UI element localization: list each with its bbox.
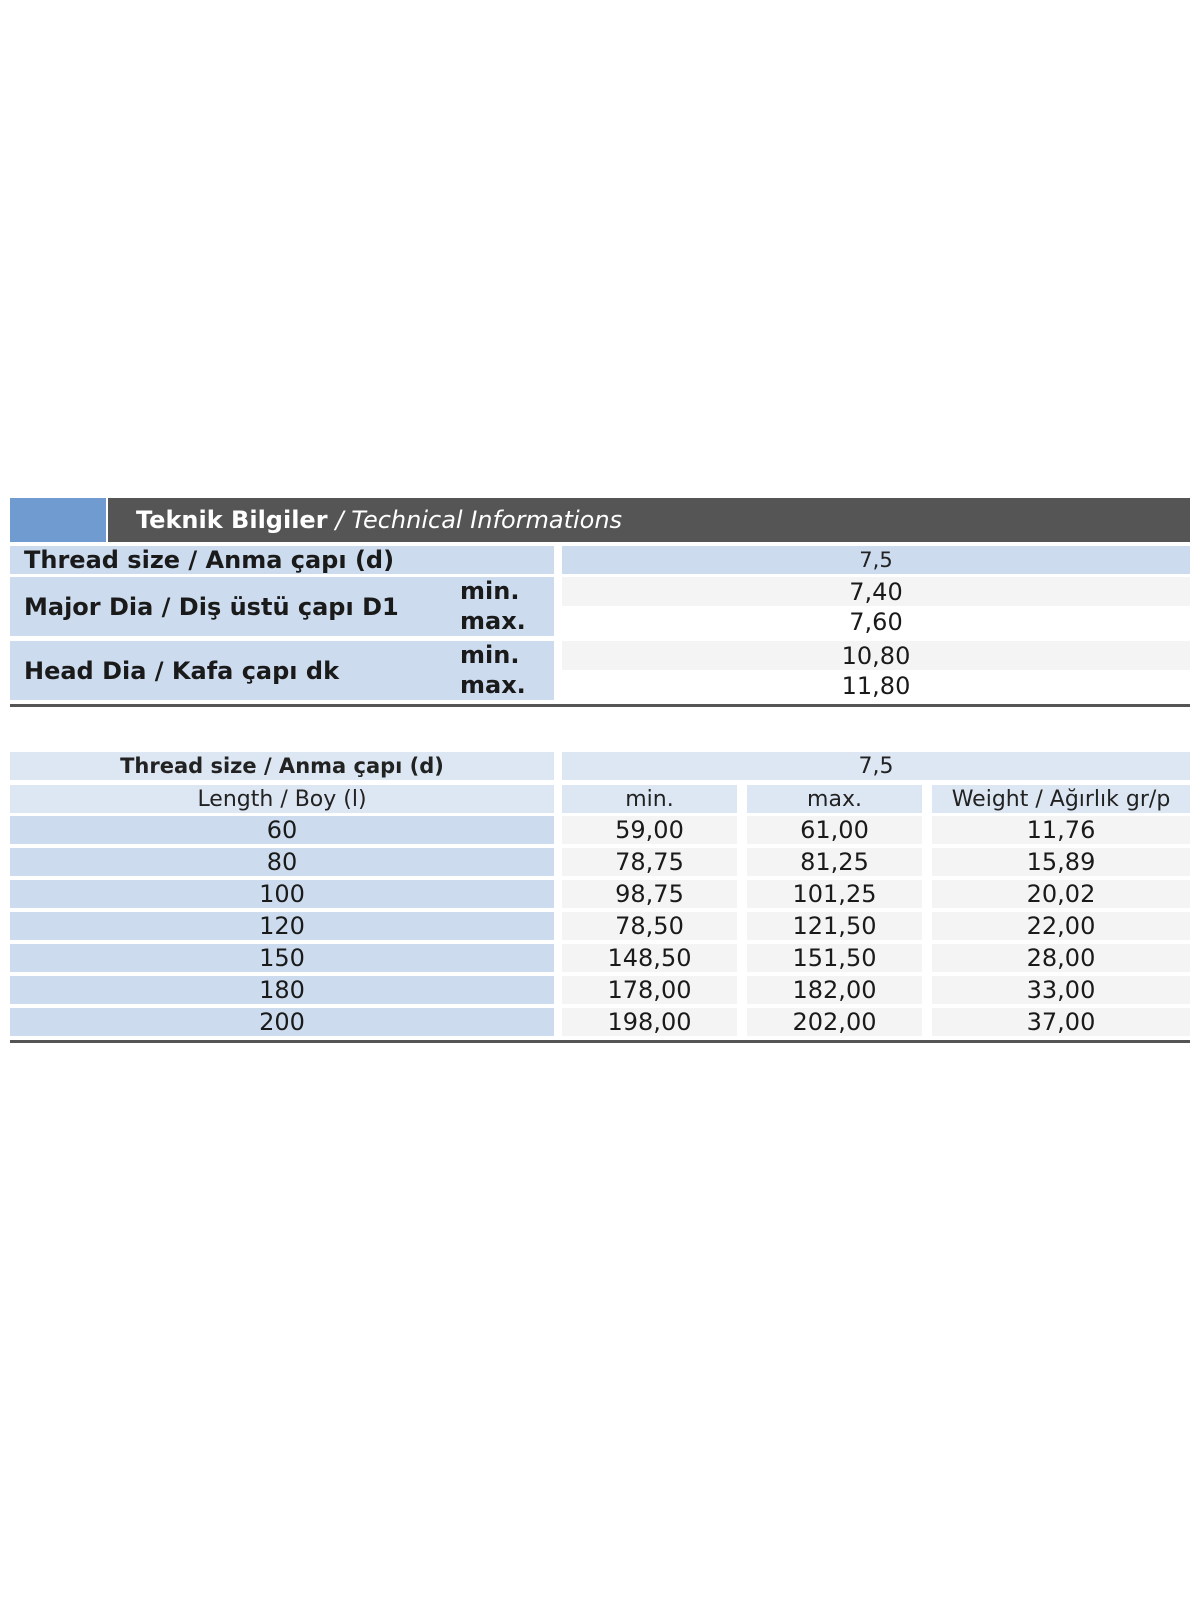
row-length: 200 (259, 1008, 305, 1036)
table-row-length-cell (10, 944, 554, 972)
spec-major-max-label: max. (460, 607, 526, 635)
table-row-weight-cell (932, 848, 1190, 876)
spec-thread-value: 7,5 (859, 548, 893, 572)
length-thread-label-cell (10, 752, 554, 780)
spec-major-label: Major Dia / Diş üstü çapı D1 (24, 592, 399, 621)
spec-head-max-cell (562, 671, 1190, 700)
spec-head-min: 10,80 (841, 641, 911, 670)
row-min: 198,00 (607, 1008, 692, 1036)
row-length: 180 (259, 976, 305, 1004)
table-row-length-cell (10, 816, 554, 844)
row-max: 61,00 (800, 816, 869, 844)
spec-major-max: 7,60 (849, 607, 903, 636)
table-row-min-cell (562, 816, 737, 844)
spec-head-min-cell (562, 641, 1190, 670)
spec-major-min: 7,40 (849, 577, 903, 606)
row-weight: 37,00 (1026, 1008, 1096, 1036)
row-min: 98,75 (615, 880, 684, 908)
table-row-weight-cell (932, 880, 1190, 908)
table-row-min-cell (562, 944, 737, 972)
spec-thread-value-cell (562, 546, 1190, 574)
table-row-length-cell (10, 848, 554, 876)
row-weight: 15,89 (1026, 848, 1096, 876)
spec-head-max: 11,80 (841, 671, 911, 700)
table-row-max-cell (747, 912, 922, 940)
row-max: 202,00 (792, 1008, 877, 1036)
table-row-length-cell (10, 912, 554, 940)
spec-major-min-label: min. (460, 577, 520, 605)
row-min: 148,50 (607, 944, 692, 972)
row-weight: 11,76 (1026, 816, 1096, 844)
row-min: 178,00 (607, 976, 692, 1004)
row-length: 150 (259, 944, 305, 972)
spec-major-min-cell (562, 577, 1190, 606)
header-title-en: / Technical Informations (335, 506, 623, 534)
row-weight: 33,00 (1026, 976, 1096, 1004)
table-row-max-cell (747, 816, 922, 844)
table-row-min-cell (562, 976, 737, 1004)
col-header-min-cell (562, 785, 737, 813)
table-row-length-cell (10, 880, 554, 908)
row-weight: 28,00 (1026, 944, 1096, 972)
row-length: 80 (266, 848, 298, 876)
row-min: 78,50 (615, 912, 684, 940)
table-row-max-cell (747, 880, 922, 908)
table-row-max-cell (747, 848, 922, 876)
row-min: 59,00 (615, 816, 684, 844)
spec-head-max-label: max. (460, 671, 526, 699)
row-max: 151,50 (792, 944, 877, 972)
row-weight: 20,02 (1026, 880, 1096, 908)
row-length: 100 (259, 880, 305, 908)
row-weight: 22,00 (1026, 912, 1096, 940)
length-thread-value-cell (562, 752, 1190, 780)
table-row-weight-cell (932, 976, 1190, 1004)
length-thread-value: 7,5 (858, 753, 894, 779)
col-header-length: Length / Boy (l) (197, 786, 367, 812)
col-header-min: min. (625, 786, 674, 812)
table-row-weight-cell (932, 816, 1190, 844)
spec-thread-label: Thread size / Anma çapı (d) (24, 546, 395, 574)
header-bar (108, 498, 1190, 542)
spec-major-max-cell (562, 607, 1190, 636)
table-row-weight-cell (932, 944, 1190, 972)
col-header-length-cell (10, 785, 554, 813)
table-row-weight-cell (932, 912, 1190, 940)
header-accent-block (10, 498, 106, 542)
col-header-weight: Weight / Ağırlık gr/p (951, 786, 1171, 812)
length-thread-label: Thread size / Anma çapı (d) (120, 754, 444, 778)
row-max: 101,25 (792, 880, 877, 908)
row-length: 60 (266, 816, 298, 844)
table-row-length-cell (10, 976, 554, 1004)
spec-thread-label-cell (10, 546, 554, 574)
col-header-max: max. (807, 786, 862, 812)
length-table-bottom-rule (10, 1040, 1190, 1043)
table-row-min-cell (562, 912, 737, 940)
table-row-min-cell (562, 880, 737, 908)
row-length: 120 (259, 912, 305, 940)
row-max: 182,00 (792, 976, 877, 1004)
col-header-weight-cell (932, 785, 1190, 813)
spec-table-bottom-rule (10, 704, 1190, 707)
table-row-max-cell (747, 944, 922, 972)
table-row-max-cell (747, 1008, 922, 1036)
table-row-min-cell (562, 1008, 737, 1036)
table-row-length-cell (10, 1008, 554, 1036)
table-row-max-cell (747, 976, 922, 1004)
row-min: 78,75 (615, 848, 684, 876)
header-title-tr: Teknik Bilgiler (136, 506, 328, 534)
table-row-min-cell (562, 848, 737, 876)
row-max: 81,25 (800, 848, 869, 876)
col-header-max-cell (747, 785, 922, 813)
row-max: 121,50 (792, 912, 877, 940)
spec-head-min-label: min. (460, 641, 520, 669)
table-row-weight-cell (932, 1008, 1190, 1036)
spec-head-label: Head Dia / Kafa çapı dk (24, 656, 340, 685)
